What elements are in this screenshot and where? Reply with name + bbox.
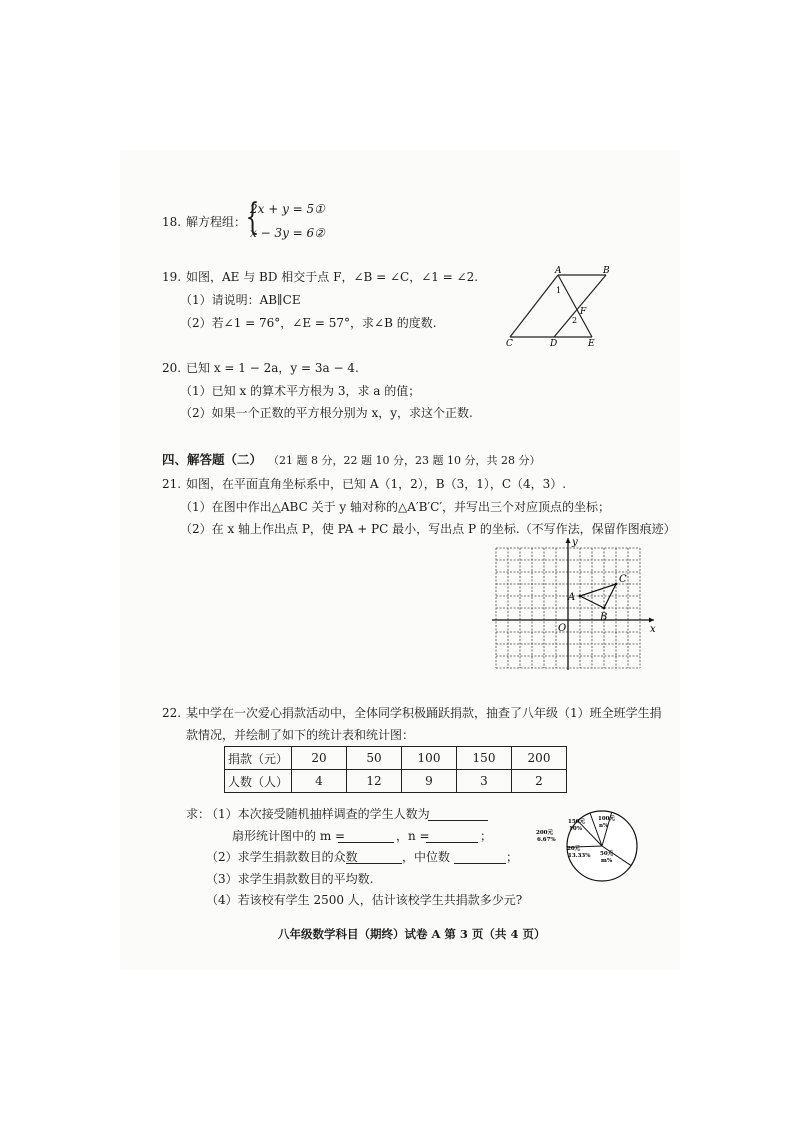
q21-stem: 如图，在平面直角坐标系中，已知 A（1，2），B（3，1），C（4，3）. (186, 477, 567, 491)
q19-label-d: D (550, 339, 558, 347)
point-label-a: A (568, 592, 576, 603)
table-header-count: 人数（人） (225, 770, 292, 793)
point-a (579, 595, 582, 598)
q19-angle-2: 2 (572, 316, 578, 325)
pie-label-100-pct: n% (599, 823, 609, 829)
table-cell: 150 (457, 747, 512, 770)
pie-label-50: 50元 (600, 851, 614, 857)
point-label-c: C (619, 574, 627, 585)
table-cell: 50 (347, 747, 402, 770)
table-cell: 20 (292, 747, 347, 770)
table-cell: 3 (457, 770, 512, 793)
q21-coordinate-grid (488, 536, 656, 670)
table-cell: 9 (402, 770, 457, 793)
table-cell: 200 (512, 747, 567, 770)
point-b (603, 607, 606, 610)
q19-label-c: C (506, 339, 513, 347)
q22-number: 22. (162, 706, 182, 720)
q19-label-e: E (588, 339, 595, 347)
q22-sub1b-mid: ，n = (396, 829, 430, 843)
pie-label-200-pct: 6.67% (537, 837, 556, 843)
page-footer: 八年级数学科目（期终）试卷 A 第 3 页（共 4 页） (278, 927, 546, 941)
answer-blank[interactable] (428, 820, 488, 821)
answer-blank[interactable] (338, 842, 394, 843)
table-header-amount: 捐款（元） (225, 747, 292, 770)
q22-pie-chart (534, 806, 646, 884)
y-axis-label: y (572, 537, 578, 548)
answer-blank[interactable] (454, 863, 506, 864)
q19-label-a: A (555, 266, 562, 276)
pie-label-150: 150元 (568, 819, 585, 825)
pie-label-20-pct: 13.33% (568, 853, 591, 859)
q22-sub2-mid: ，中位数 (402, 850, 451, 864)
q20-part1: （1）已知 x 的算术平方根为 3，求 a 的值； (180, 384, 421, 398)
q18-number: 18. (162, 215, 182, 229)
x-axis-arrow (649, 618, 654, 623)
q22-sub1b-prefix: 扇形统计图中的 m = (232, 829, 346, 843)
pie-label-100: 100元 (598, 816, 615, 822)
point-label-b: B (600, 612, 608, 623)
q18-equation-1: 2x + y = 5① (250, 202, 325, 216)
system-brace: { (245, 197, 260, 238)
pie-label-50-pct: m% (601, 858, 613, 864)
q22-line1: 某中学在一次爱心捐款活动中，全体同学积极踊跃捐款，抽查了八年级（1）班全班学生捐 (186, 706, 662, 720)
q19-label-f: F (580, 307, 587, 317)
q19-part2: （2）若∠1 = 76°，∠E = 57°，求∠B 的度数. (180, 316, 437, 330)
q22-ask: 求： (186, 807, 211, 821)
q19-label-b: B (603, 266, 610, 276)
q21-part1: （1）在图中作出△ABC 关于 y 轴对称的△A′B′C′，并写出三个对应顶点的坐标； (180, 500, 611, 514)
q22-sub2-end: ； (506, 850, 519, 864)
section-score-note: （21 题 8 分，22 题 10 分，23 题 10 分，共 28 分） (268, 454, 541, 467)
q22-sub1a: （1）本次接受随机抽样调查的学生人数为 (206, 807, 430, 821)
q20-part2: （2）如果一个正数的平方根分别为 x，y，求这个正数. (180, 406, 473, 420)
q19-figure (500, 265, 620, 347)
q19-stem: 如图，AE 与 BD 相交于点 F，∠B = ∠C，∠1 = ∠2. (186, 270, 479, 284)
table-row (225, 770, 567, 793)
q22-sub3: （3）求学生捐款数目的平均数. (206, 872, 374, 886)
q22-sub4: （4）若该校有学生 2500 人，估计该校学生共捐款多少元? (206, 893, 523, 907)
x-axis-label: x (650, 624, 656, 635)
origin-label: O (558, 623, 567, 634)
point-c (615, 583, 618, 586)
table-cell: 4 (292, 770, 347, 793)
q20-stem: 已知 x = 1 − 2a，y = 3a − 4. (186, 361, 359, 375)
q19-part1: （1）请说明：AB∥CE (180, 293, 301, 307)
table-cell: 100 (402, 747, 457, 770)
y-axis-arrow (566, 538, 571, 543)
q20-number: 20. (162, 361, 182, 375)
q22-line2: 款情况，并绘制了如下的统计表和统计图： (186, 728, 415, 742)
pie-label-150-pct: 10% (569, 826, 582, 832)
q19-number: 19. (162, 270, 182, 284)
q18-equation-2: x − 3y = 6② (250, 226, 325, 240)
table-row (225, 747, 567, 770)
table-cell: 12 (347, 770, 402, 793)
table-cell: 2 (512, 770, 567, 793)
section-title: 四、解答题（二） (162, 452, 263, 467)
q22-sub1b-end: ； (480, 829, 493, 843)
pie-label-20: 20元 (567, 846, 581, 852)
answer-blank[interactable] (426, 842, 478, 843)
q22-sub2-prefix: （2）求学生捐款数目的众数 (206, 850, 358, 864)
answer-blank[interactable] (346, 863, 402, 864)
q19-angle-1: 1 (556, 286, 562, 295)
q18-prompt: 解方程组： (186, 215, 247, 229)
q21-number: 21. (162, 477, 182, 491)
pie-label-200: 200元 (536, 830, 553, 836)
donation-table (224, 746, 567, 793)
q21-part2: （2）在 x 轴上作出点 P，使 PA + PC 最小，写出点 P 的坐标.（不写作法，保留作图痕迹） (180, 522, 676, 536)
